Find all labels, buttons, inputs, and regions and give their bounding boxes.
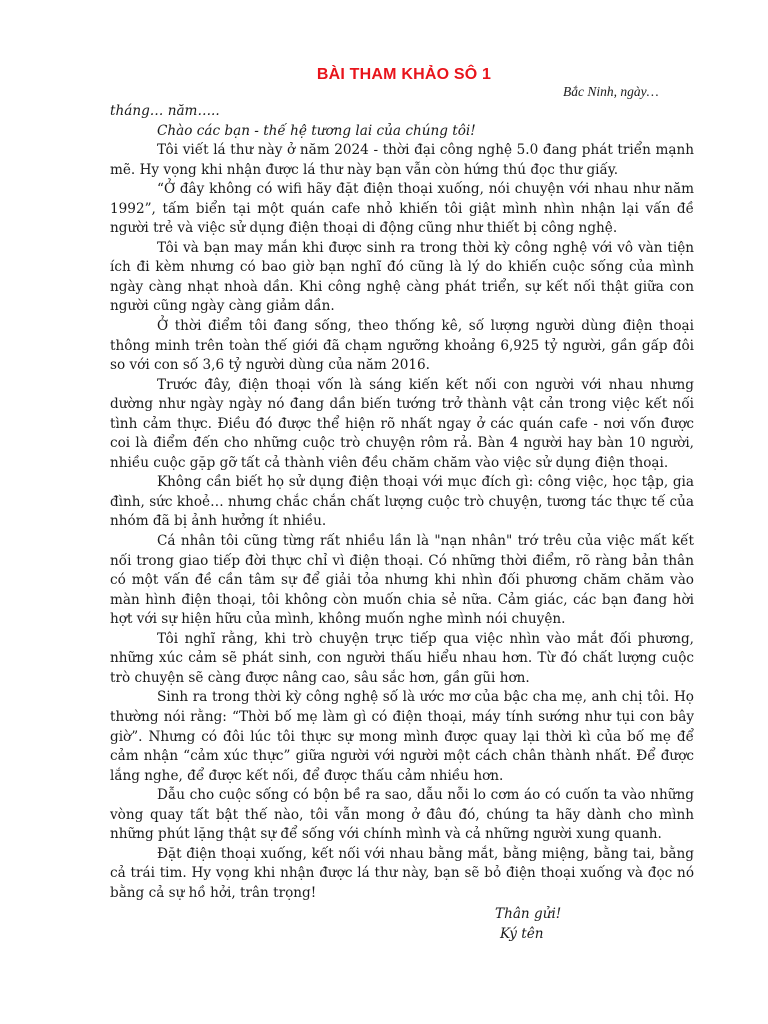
paragraph-2: “Ở đây không có wifi hãy đặt điện thoại xuống, nói chuyện với nhau như năm 1992”, tấm biển tại một quán cafe nhỏ khiến tôi giật mình nhìn nhận lại vấn đề người trẻ và việc sử dụng điện thoại di động cũng như thiết bị công nghệ. (110, 181, 694, 237)
paragraph-10: Dẫu cho cuộc sống có bộn bề ra sao, dẫu nỗi lo cơm áo có cuốn ta vào những vòng quay tất bật thế nào, tôi vẫn mong ở đâu đó, chúng ta hãy dành cho mình những phút lặng thật sự để sống với chính mình và cả những người xung quanh. (110, 787, 694, 843)
closing-line: Thân gửi! (495, 906, 562, 922)
paragraph-3: Tôi và bạn may mắn khi được sinh ra trong thời kỳ công nghệ với vô vàn tiện ích đi kèm nhưng có bao giờ bạn nghĩ đó cũng là lý do khiến cuộc sống của mình ngày càng nhạt nhoà dần. Khi công nghệ càng phát triển, sự kết nối thật giữa con người cũng ngày càng giảm dần. (110, 239, 694, 315)
paragraph-4: Ở thời điểm tôi đang sống, theo thống kê, số lượng người dùng điện thoại thông minh trên toàn thế giới đã chạm ngưỡng khoảng 6,925 tỷ người, gần gấp đôi so với con số 3,6 tỷ người dùng của năm 2016. (110, 318, 694, 374)
paragraph-8: Tôi nghĩ rằng, khi trò chuyện trực tiếp qua việc nhìn vào mắt đối phương, những xúc cảm sẽ phát sinh, con người thấu hiểu nhau hơn. Từ đó chất lượng cuộc trò chuyện sẽ càng được nâng cao, sâu sắc hơn, gần gũi hơn. (110, 630, 694, 686)
paragraph-7: Cá nhân tôi cũng từng rất nhiều lần là "nạn nhân" trớ trêu của việc mất kết nối trong giao tiếp đời thực chỉ vì điện thoại. Có những thời điểm, rõ ràng bản thân có một vấn đề cần tâm sự để giải tỏa nhưng khi nhìn đối phương chăm chăm vào màn hình điện thoại, tôi không còn muốn chia sẻ nữa. Cảm giác, các bạn đang hời hợt với sự hiện hữu của mình, không muốn nghe mình nói chuyện. (110, 533, 694, 628)
paragraph-6: Không cần biết họ sử dụng điện thoại với mục đích gì: công việc, học tập, gia đình, sức khoẻ… nhưng chắc chắn chất lượng cuộc trò chuyện, tương tác thực tế của nhóm đã bị ảnh hưởng ít nhiều. (110, 474, 694, 530)
paragraph-1: Tôi viết lá thư này ở năm 2024 - thời đại công nghệ 5.0 đang phát triển mạnh mẽ. Hy vọng khi nhận được lá thư này bạn vẫn còn hứng thú đọc thư giấy. (110, 142, 694, 178)
paragraph-5: Trước đây, điện thoại vốn là sáng kiến kết nối con người với nhau nhưng dường như ngày ngày nó đang dần biến tướng trở thành vật cản trong việc kết nối tình cảm thực. Điều đó được thể hiện rõ nhất ngay ở các quán cafe - nơi vốn được coi là điểm đến cho những cuộc trò chuyện rôm rả. Bàn 4 người hay bàn 10 người, nhiều cuộc gặp gỡ tất cả thành viên đều chăm chăm vào việc sử dụng điện thoại. (110, 376, 694, 471)
document-title: BÀI THAM KHẢO SÔ 1 (316, 66, 492, 83)
letter-body (110, 102, 694, 903)
paragraph-9: Sinh ra trong thời kỳ công nghệ số là ước mơ của bậc cha mẹ, anh chị tôi. Họ thường nói rằng: “Thời bố mẹ làm gì có điện thoại, máy tính sướng như tụi con bây giờ”. Nhưng có đôi lúc tôi thực sự mong mình được quay lại thời kì của bố mẹ để cảm nhận “cảm xúc thực” giữa người với người một cách chân thành nhất. Để được lắng nghe, để được kết nối, để được thấu cảm nhiều hơn. (110, 689, 694, 784)
signature-line: Ký tên (500, 926, 544, 942)
greeting: Chào các bạn - thế hệ tương lai của chúng tôi! (157, 122, 476, 139)
date-line-month-year: tháng… năm….. (110, 103, 220, 119)
date-line-place: Bắc Ninh, ngày… (563, 84, 659, 99)
paragraph-11: Đặt điện thoại xuống, kết nối với nhau bằng mắt, bằng miệng, bằng tai, bằng cả trái tim. Hy vọng khi nhận được lá thư này, bạn sẽ bỏ điện thoại xuống và đọc nó bằng cả sự hồ hởi, trân trọng! (110, 845, 694, 901)
